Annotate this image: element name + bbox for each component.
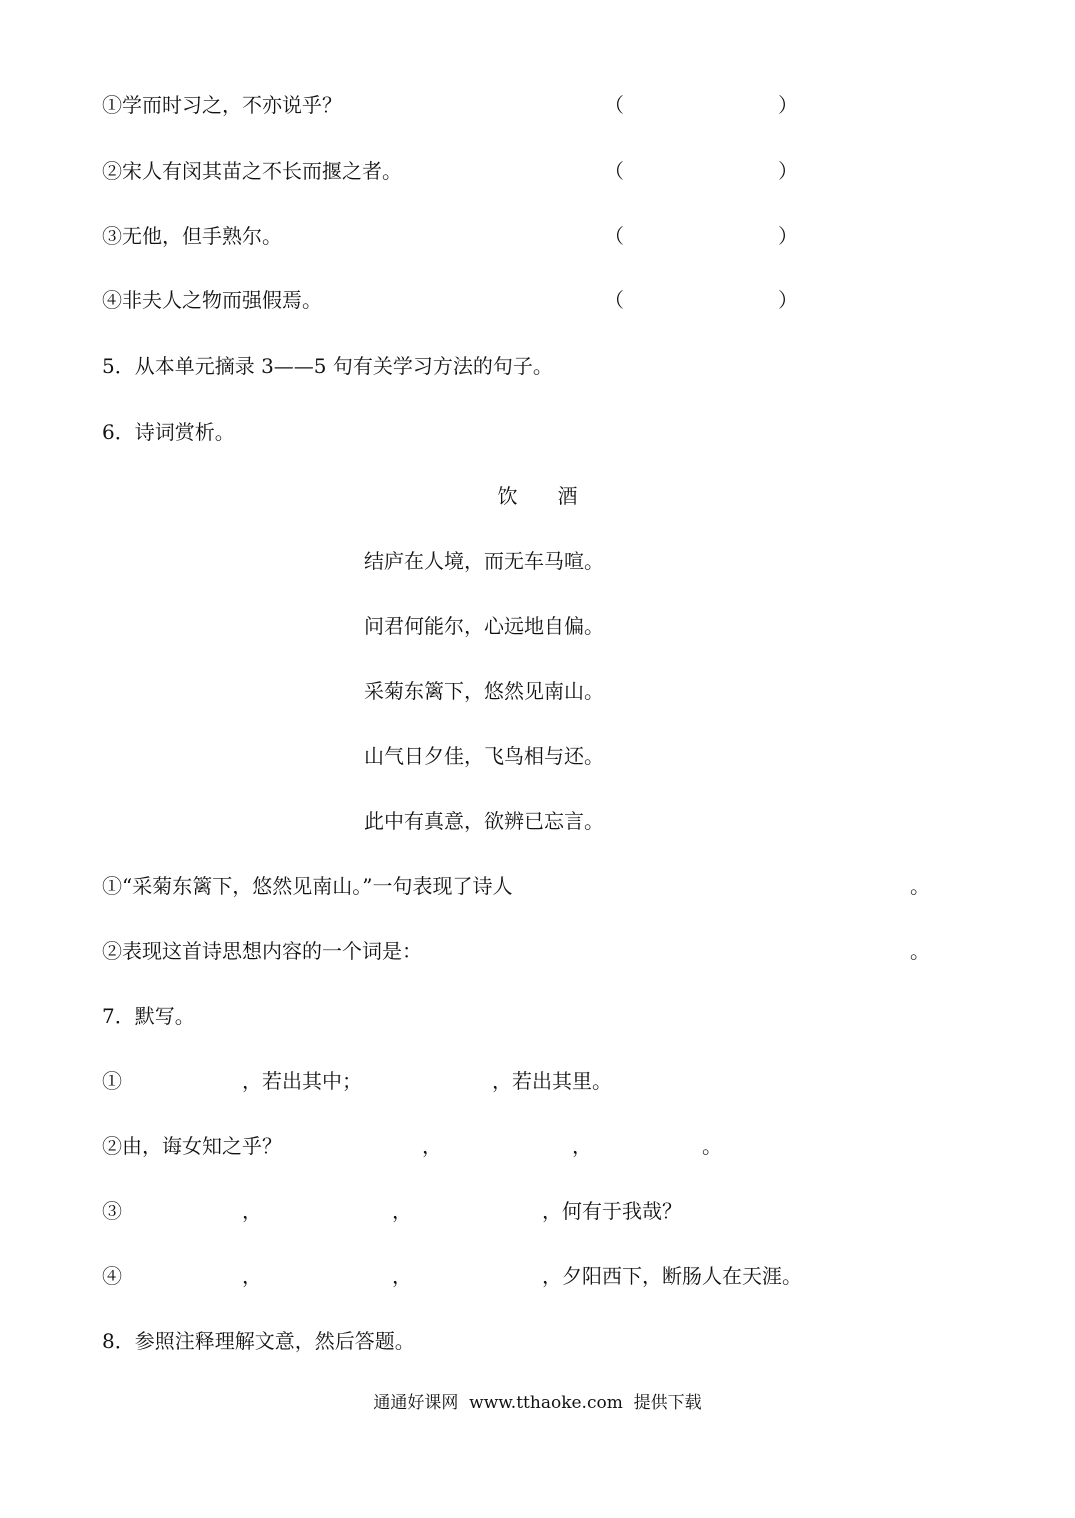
question-8: 8．参照注释理解文意，然后答题。 [102,1329,415,1353]
q4-item-4: ④非夫人之物而强假焉。 [102,288,322,312]
q6-sub-1-end: 。 [910,874,930,898]
q4-item-3-open-paren: （ [604,224,624,248]
q4-item-4-close-paren: ） [778,288,798,312]
q4-item-3: ③无他，但手熟尔。 [102,224,282,248]
question-7: 7．默写。 [102,1004,195,1028]
q4-item-2: ②宋人有闵其苗之不长而揠之者。 [102,159,402,183]
q7-item-2: ②由，诲女知之乎？ ， ， 。 [102,1134,722,1158]
poem-line-3: 采菊东篱下，悠然见南山。 [364,679,604,703]
q4-item-4-open-paren: （ [604,288,624,312]
q4-item-1-open-paren: （ [604,93,624,117]
q4-item-3-close-paren: ） [778,224,798,248]
q7-item-4: ④ ， ， ，夕阳西下，断肠人在天涯。 [102,1264,802,1288]
q7-item-3: ③ ， ， ，何有于我哉？ [102,1199,682,1223]
q7-item-1: ① ，若出其中； ，若出其里。 [102,1069,612,1093]
poem-line-4: 山气日夕佳，飞鸟相与还。 [364,744,604,768]
question-5: 5．从本单元摘录 3——5 句有关学习方法的句子。 [102,354,553,378]
q6-sub-2: ②表现这首诗思想内容的一个词是： [102,939,422,963]
q6-sub-2-end: 。 [910,939,930,963]
poem-title: 饮 酒 [497,484,578,508]
q4-item-1: ①学而时习之，不亦说乎？ [102,93,342,117]
poem-line-2: 问君何能尔，心远地自偏。 [364,614,604,638]
q4-item-2-close-paren: ） [778,159,798,183]
q6-sub-1: ①“采菊东篱下，悠然见南山。”一句表现了诗人 [102,874,513,898]
q4-item-1-close-paren: ） [778,93,798,117]
poem-line-1: 结庐在人境，而无车马喧。 [364,549,604,573]
q4-item-2-open-paren: （ [604,159,624,183]
poem-line-5: 此中有真意，欲辨已忘言。 [364,809,604,833]
page-footer: 通通好课网 www.tthaoke.com 提供下载 [373,1393,702,1413]
question-6: 6．诗词赏析。 [102,420,235,444]
